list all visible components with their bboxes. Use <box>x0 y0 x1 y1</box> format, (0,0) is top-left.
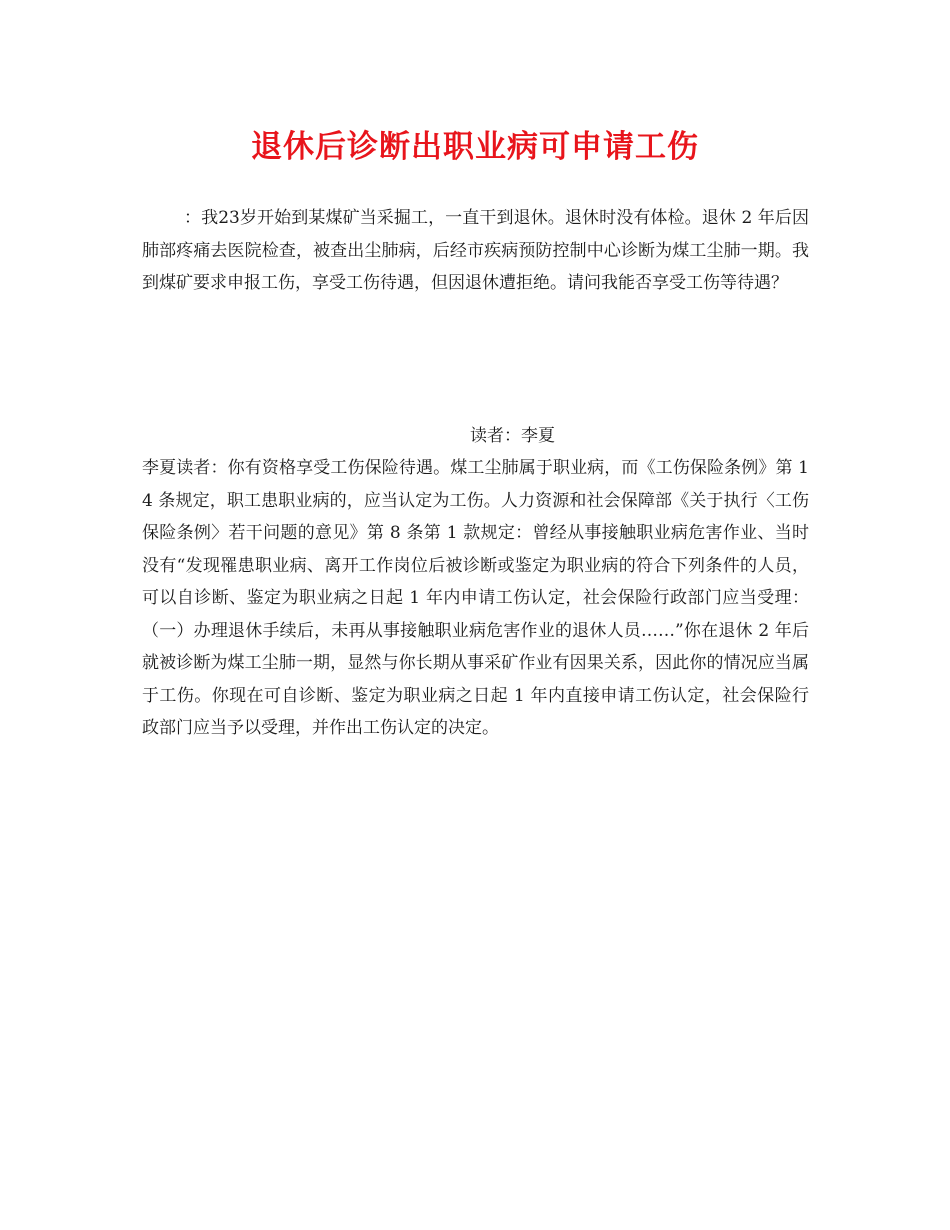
document-title: 退休后诊断出职业病可申请工伤 <box>251 129 699 165</box>
reader-signature: 读者：李夏 <box>470 426 555 446</box>
question-paragraph: ：我23岁开始到某煤矿当采掘工，一直干到退休。退休时没有体检。退休 2 年后因肺部疼痛去医院检查，被查出尘肺病，后经市疾病预防控制中心诊断为煤工尘肺一期。我到煤矿要求申报工伤，享受工伤待遇，但因退休遭拒绝。请问我能否享受工伤等待遇？ <box>142 208 809 293</box>
answer-paragraph: 李夏读者：你有资格享受工伤保险待遇。煤工尘肺属于职业病，而《工伤保险条例》第 14 条规定，职工患职业病的，应当认定为工伤。人力资源和社会保障部《关于执行〈工伤保险条例〉若干问题的意见》第 8 条第 1 款规定：曾经从事接触职业病危害作业、当时没有“发现罹患职业病、离开工作岗位后被诊断或鉴定为职业病的符合下列条件的人员，可以自诊断、鉴定为职业病之日起 1 年内申请工伤认定，社会保险行政部门应当受理：（一）办理退休手续后，未再从事接触职业病危害作业的退休人员……”你在退休 2 年后就被诊断为煤工尘肺一期，显然与你长期从事采矿作业有因果关系，因此你的情况应当属于工伤。你现在可自诊断、鉴定为职业病之日起 1 年内直接申请工伤认定，社会保险行政部门应当予以受理，并作出工伤认定的决定。 <box>142 458 809 738</box>
